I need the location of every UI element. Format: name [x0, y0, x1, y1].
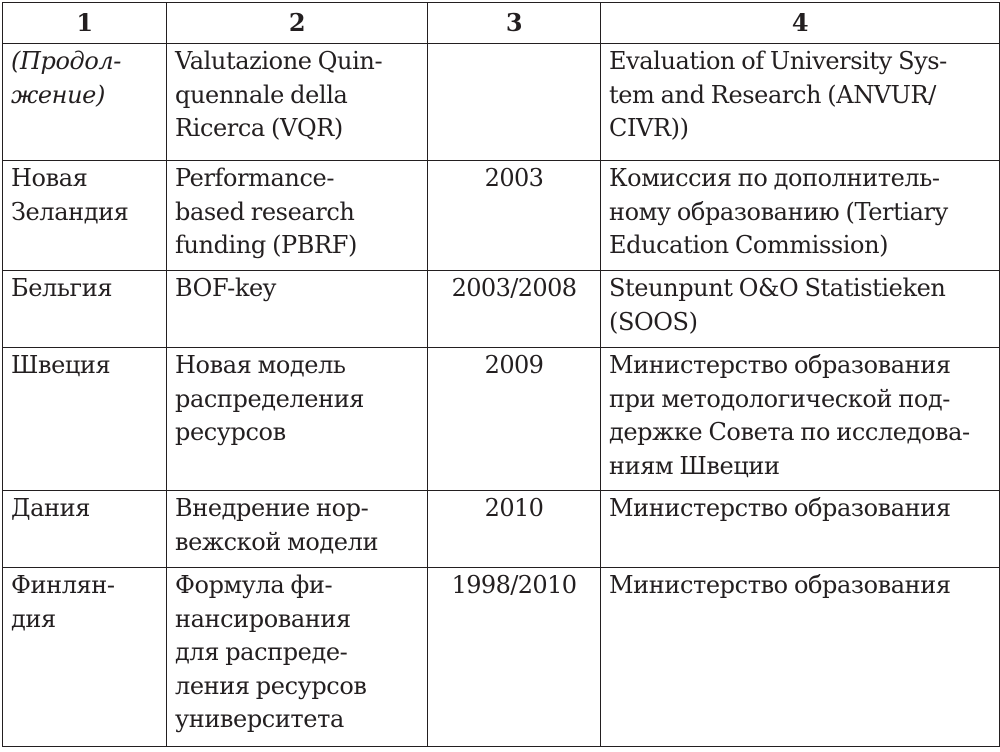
model-cell — [167, 161, 428, 271]
cell-line: Швеция — [11, 351, 111, 379]
agency-cell — [601, 44, 1000, 161]
year-cell: 1998/2010 — [428, 568, 601, 747]
cell-line: Комиссия по дополнитель- — [609, 164, 940, 192]
country-cell — [3, 568, 167, 747]
cell-line: quennale della — [175, 80, 348, 109]
cell-line: Education Commission) — [609, 231, 889, 259]
cell-line: CIVR)) — [609, 114, 689, 142]
year-cell — [428, 44, 601, 161]
cell-line: based research — [175, 197, 355, 226]
cell-line: Министерство образования — [609, 494, 951, 522]
cell-line: вежской модели — [175, 527, 379, 556]
cell-line: распределения — [175, 384, 365, 413]
agency-cell — [601, 348, 1000, 491]
cell-line: Министерство образования — [609, 571, 951, 599]
cell-line: Performance- — [175, 164, 335, 192]
cell-line: Министерство образования — [609, 351, 951, 379]
agency-cell — [601, 271, 1000, 348]
model-cell — [167, 491, 428, 568]
cell-line: Зеландия — [11, 197, 129, 226]
agency-cell — [601, 491, 1000, 568]
cell-line: при методологической под- — [609, 384, 950, 413]
table-row — [3, 568, 1000, 747]
agency-cell — [601, 568, 1000, 747]
column-header-2: 2 — [167, 3, 428, 44]
cell-line: держке Совета по исследова- — [609, 418, 970, 446]
cell-line: (SOOS) — [609, 307, 698, 336]
model-cell — [167, 348, 428, 491]
header-row — [3, 3, 1000, 44]
cell-line: ному образованию (Tertiary — [609, 197, 948, 226]
cell-line: ления ресурсов — [175, 671, 367, 700]
year-cell: 2010 — [428, 491, 601, 568]
column-header-4: 4 — [601, 3, 1000, 44]
cell-line: Ricerca (VQR) — [175, 114, 343, 142]
cell-line: Формула фи- — [175, 571, 333, 599]
cell-line: funding (PBRF) — [175, 231, 357, 259]
country-cell — [3, 271, 167, 348]
cell-line: Финлян- — [11, 571, 115, 599]
model-cell — [167, 568, 428, 747]
country-cell — [3, 348, 167, 491]
cell-line: жение) — [11, 80, 105, 109]
cell-line: BOF-key — [175, 274, 276, 302]
country-cell — [3, 161, 167, 271]
country-cell — [3, 491, 167, 568]
agency-cell — [601, 161, 1000, 271]
country-cell — [3, 44, 167, 161]
year-cell: 2003/2008 — [428, 271, 601, 348]
table-row — [3, 271, 1000, 348]
model-cell — [167, 44, 428, 161]
year-cell: 2003 — [428, 161, 601, 271]
column-header-1: 1 — [3, 3, 167, 44]
cell-line: Новая модель — [175, 351, 346, 379]
table-row — [3, 491, 1000, 568]
cell-line: для распреде- — [175, 638, 348, 666]
cell-line: Внедрение нор- — [175, 494, 369, 522]
cell-line: дия — [11, 604, 56, 633]
cell-line: университета — [175, 705, 344, 733]
cell-line: Новая — [11, 164, 88, 192]
cell-line: Дания — [11, 494, 90, 522]
cell-line: tem and Research (ANVUR/ — [609, 80, 936, 109]
cell-line: (Продол- — [11, 47, 121, 75]
cell-line: Valutazione Quin- — [175, 47, 383, 75]
table-row — [3, 44, 1000, 161]
cell-line: ниям Швеции — [609, 451, 780, 480]
year-cell: 2009 — [428, 348, 601, 491]
model-cell — [167, 271, 428, 348]
cell-line: ресурсов — [175, 418, 286, 446]
cell-line: Бельгия — [11, 274, 113, 302]
table-row — [3, 161, 1000, 271]
cell-line: Evaluation of University Sys- — [609, 47, 947, 75]
cell-line: Steunpunt O&O Statistieken — [609, 274, 946, 302]
table-row — [3, 348, 1000, 491]
cell-line: нансирования — [175, 604, 351, 633]
column-header-3: 3 — [428, 3, 601, 44]
data-table — [2, 2, 1000, 747]
